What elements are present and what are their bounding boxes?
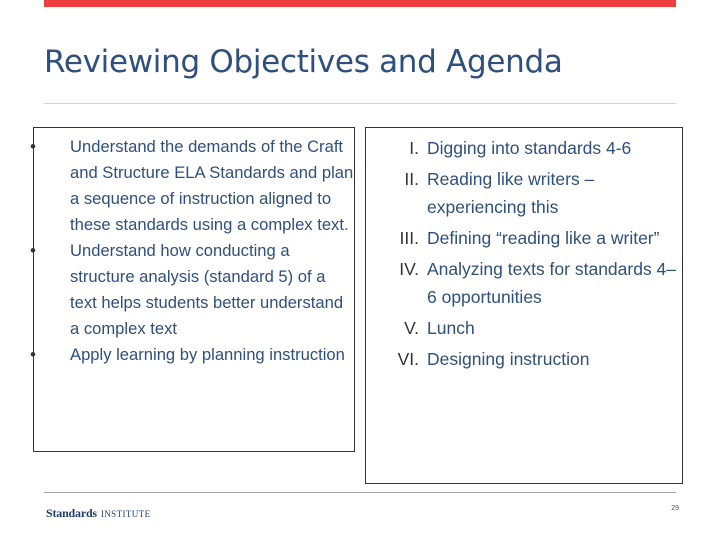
- objective-item: [25, 342, 355, 368]
- objective-text: Understand the demands of the Craft and Structure ELA Standards and plan a sequence of instruction aligned to these standards using a complex text.: [70, 137, 354, 234]
- slide-title: Reviewing Objectives and Agenda: [44, 44, 563, 80]
- agenda-item: [365, 165, 680, 221]
- agenda-text: Designing instruction: [427, 349, 590, 369]
- agenda-item: [365, 345, 680, 373]
- agenda-item: [365, 314, 680, 342]
- logo-sub-text: INSTITUTE: [100, 509, 151, 519]
- agenda-text: Analyzing texts for standards 4–6 opportunities: [427, 259, 677, 307]
- agenda-text: Lunch: [427, 318, 475, 338]
- logo-main-text: Standards: [46, 506, 97, 520]
- standards-institute-logo: [46, 504, 150, 522]
- bullet-icon: •: [30, 345, 36, 364]
- objective-text: Apply learning by planning instruction: [70, 345, 345, 364]
- top-accent-bar: [44, 0, 676, 7]
- agenda-list: [365, 134, 680, 376]
- title-divider: [44, 103, 676, 104]
- objectives-list: [25, 134, 355, 368]
- footer-divider: [44, 492, 676, 493]
- agenda-text: Defining “reading like a writer”: [427, 228, 660, 248]
- agenda-item: [365, 134, 680, 162]
- agenda-text: Reading like writers – experiencing this: [427, 169, 595, 217]
- objective-item: [25, 238, 355, 342]
- agenda-numeral: II.: [404, 169, 419, 189]
- agenda-item: [365, 255, 680, 311]
- objective-item: [25, 134, 355, 238]
- agenda-numeral: V.: [404, 318, 419, 338]
- agenda-numeral: III.: [399, 228, 419, 248]
- bullet-icon: •: [30, 241, 36, 260]
- page-number: 29: [671, 505, 679, 512]
- agenda-numeral: I.: [409, 138, 419, 158]
- agenda-item: [365, 224, 680, 252]
- agenda-text: Digging into standards 4-6: [427, 138, 632, 158]
- agenda-numeral: VI.: [397, 349, 419, 369]
- agenda-numeral: IV.: [399, 259, 419, 279]
- objective-text: Understand how conducting a structure analysis (standard 5) of a text helps students better understand a complex text: [70, 241, 344, 338]
- bullet-icon: •: [30, 137, 36, 156]
